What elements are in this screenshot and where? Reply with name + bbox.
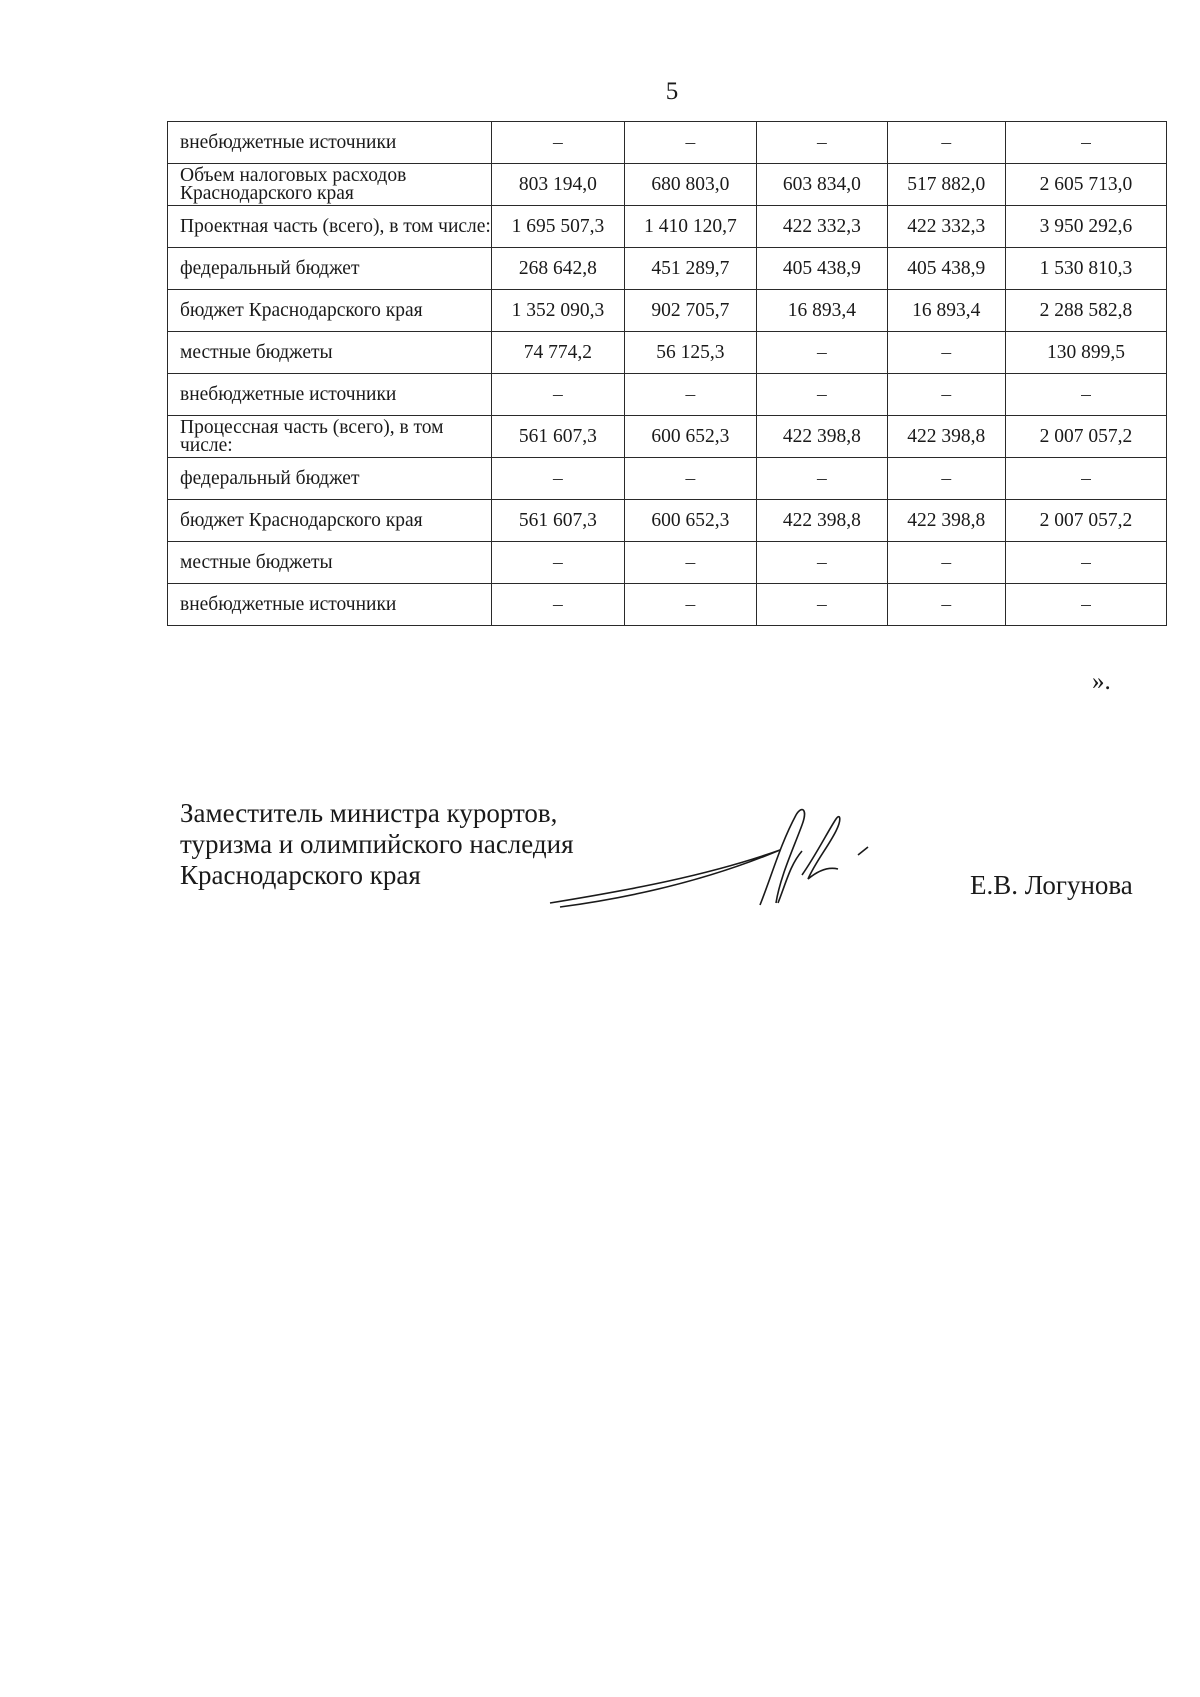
table-row <box>168 290 1167 332</box>
table-cell: 803 194,0 <box>492 164 625 206</box>
table-cell: 130 899,5 <box>1005 332 1166 374</box>
table-cell: – <box>757 458 887 500</box>
table-row <box>168 500 1167 542</box>
table-cell: 405 438,9 <box>757 248 887 290</box>
table-cell: 268 642,8 <box>492 248 625 290</box>
signatory-position <box>180 798 574 891</box>
table-cell: – <box>757 374 887 416</box>
row-label: местные бюджеты <box>168 542 492 584</box>
handwritten-signature <box>540 795 920 915</box>
table-cell: 600 652,3 <box>624 500 757 542</box>
budget-table-body <box>168 122 1167 626</box>
signatory-position-line: Заместитель министра курортов, <box>180 798 558 828</box>
table-row <box>168 542 1167 584</box>
table-cell: – <box>624 122 757 164</box>
table-cell: – <box>757 584 887 626</box>
table-cell: 600 652,3 <box>624 416 757 458</box>
table-cell: – <box>1005 458 1166 500</box>
table-row <box>168 584 1167 626</box>
table-cell: 422 398,8 <box>887 416 1005 458</box>
row-label: внебюджетные источники <box>168 374 492 416</box>
page-number: 5 <box>665 78 679 105</box>
table-cell: 1 352 090,3 <box>492 290 625 332</box>
table-cell: 1 410 120,7 <box>624 206 757 248</box>
table-cell: 2 007 057,2 <box>1005 500 1166 542</box>
table-cell: – <box>624 584 757 626</box>
row-label: местные бюджеты <box>168 332 492 374</box>
table-cell: 422 398,8 <box>887 500 1005 542</box>
table-cell: 56 125,3 <box>624 332 757 374</box>
row-label: федеральный бюджет <box>168 458 492 500</box>
table-cell: – <box>492 542 625 584</box>
table-cell: 422 332,3 <box>887 206 1005 248</box>
table-cell: – <box>624 542 757 584</box>
table-cell: – <box>492 374 625 416</box>
table-cell: 405 438,9 <box>887 248 1005 290</box>
row-label: бюджет Краснодарского края <box>168 290 492 332</box>
table-cell: – <box>757 542 887 584</box>
table-cell: – <box>757 122 887 164</box>
signatory-position-line: туризма и олимпийского наследия <box>180 829 574 859</box>
table-cell: 16 893,4 <box>887 290 1005 332</box>
table-cell: 1 530 810,3 <box>1005 248 1166 290</box>
table-cell: 902 705,7 <box>624 290 757 332</box>
table-row <box>168 374 1167 416</box>
table-cell: – <box>624 374 757 416</box>
table-cell: 1 695 507,3 <box>492 206 625 248</box>
row-label: бюджет Краснодарского края <box>168 500 492 542</box>
table-cell: 422 398,8 <box>757 416 887 458</box>
budget-table <box>167 121 1167 626</box>
row-label: внебюджетные источники <box>168 122 492 164</box>
table-cell: 603 834,0 <box>757 164 887 206</box>
table-cell: – <box>492 584 625 626</box>
table-cell: 451 289,7 <box>624 248 757 290</box>
table-row <box>168 458 1167 500</box>
row-label: Объем налоговых расходов Краснодарского края <box>168 164 492 206</box>
table-cell: 680 803,0 <box>624 164 757 206</box>
table-row <box>168 416 1167 458</box>
table-cell: – <box>887 374 1005 416</box>
table-cell: 517 882,0 <box>887 164 1005 206</box>
table-cell: – <box>492 122 625 164</box>
table-row <box>168 206 1167 248</box>
table-row <box>168 164 1167 206</box>
table-cell: 3 950 292,6 <box>1005 206 1166 248</box>
row-label: внебюджетные источники <box>168 584 492 626</box>
table-cell: – <box>492 458 625 500</box>
table-cell: – <box>887 122 1005 164</box>
table-row <box>168 248 1167 290</box>
table-cell: – <box>887 332 1005 374</box>
table-row <box>168 122 1167 164</box>
table-cell: 561 607,3 <box>492 416 625 458</box>
table-cell: 2 007 057,2 <box>1005 416 1166 458</box>
closing-quote-mark: ». <box>1092 668 1111 695</box>
table-row <box>168 332 1167 374</box>
signatory-position-line: Краснодарского края <box>180 860 421 890</box>
row-label: федеральный бюджет <box>168 248 492 290</box>
table-cell: 2 605 713,0 <box>1005 164 1166 206</box>
table-cell: 2 288 582,8 <box>1005 290 1166 332</box>
table-cell: – <box>1005 374 1166 416</box>
table-cell: – <box>1005 542 1166 584</box>
table-cell: 74 774,2 <box>492 332 625 374</box>
table-cell: 561 607,3 <box>492 500 625 542</box>
table-cell: – <box>1005 122 1166 164</box>
signatory-name: Е.В. Логунова <box>970 870 1133 900</box>
table-cell: – <box>1005 584 1166 626</box>
table-cell: 16 893,4 <box>757 290 887 332</box>
table-cell: 422 332,3 <box>757 206 887 248</box>
table-cell: – <box>757 332 887 374</box>
table-cell: 422 398,8 <box>757 500 887 542</box>
row-label: Процессная часть (всего), в том числе: <box>168 416 492 458</box>
table-cell: – <box>887 584 1005 626</box>
table-cell: – <box>624 458 757 500</box>
table-cell: – <box>887 542 1005 584</box>
row-label: Проектная часть (всего), в том числе: <box>168 206 492 248</box>
table-cell: – <box>887 458 1005 500</box>
